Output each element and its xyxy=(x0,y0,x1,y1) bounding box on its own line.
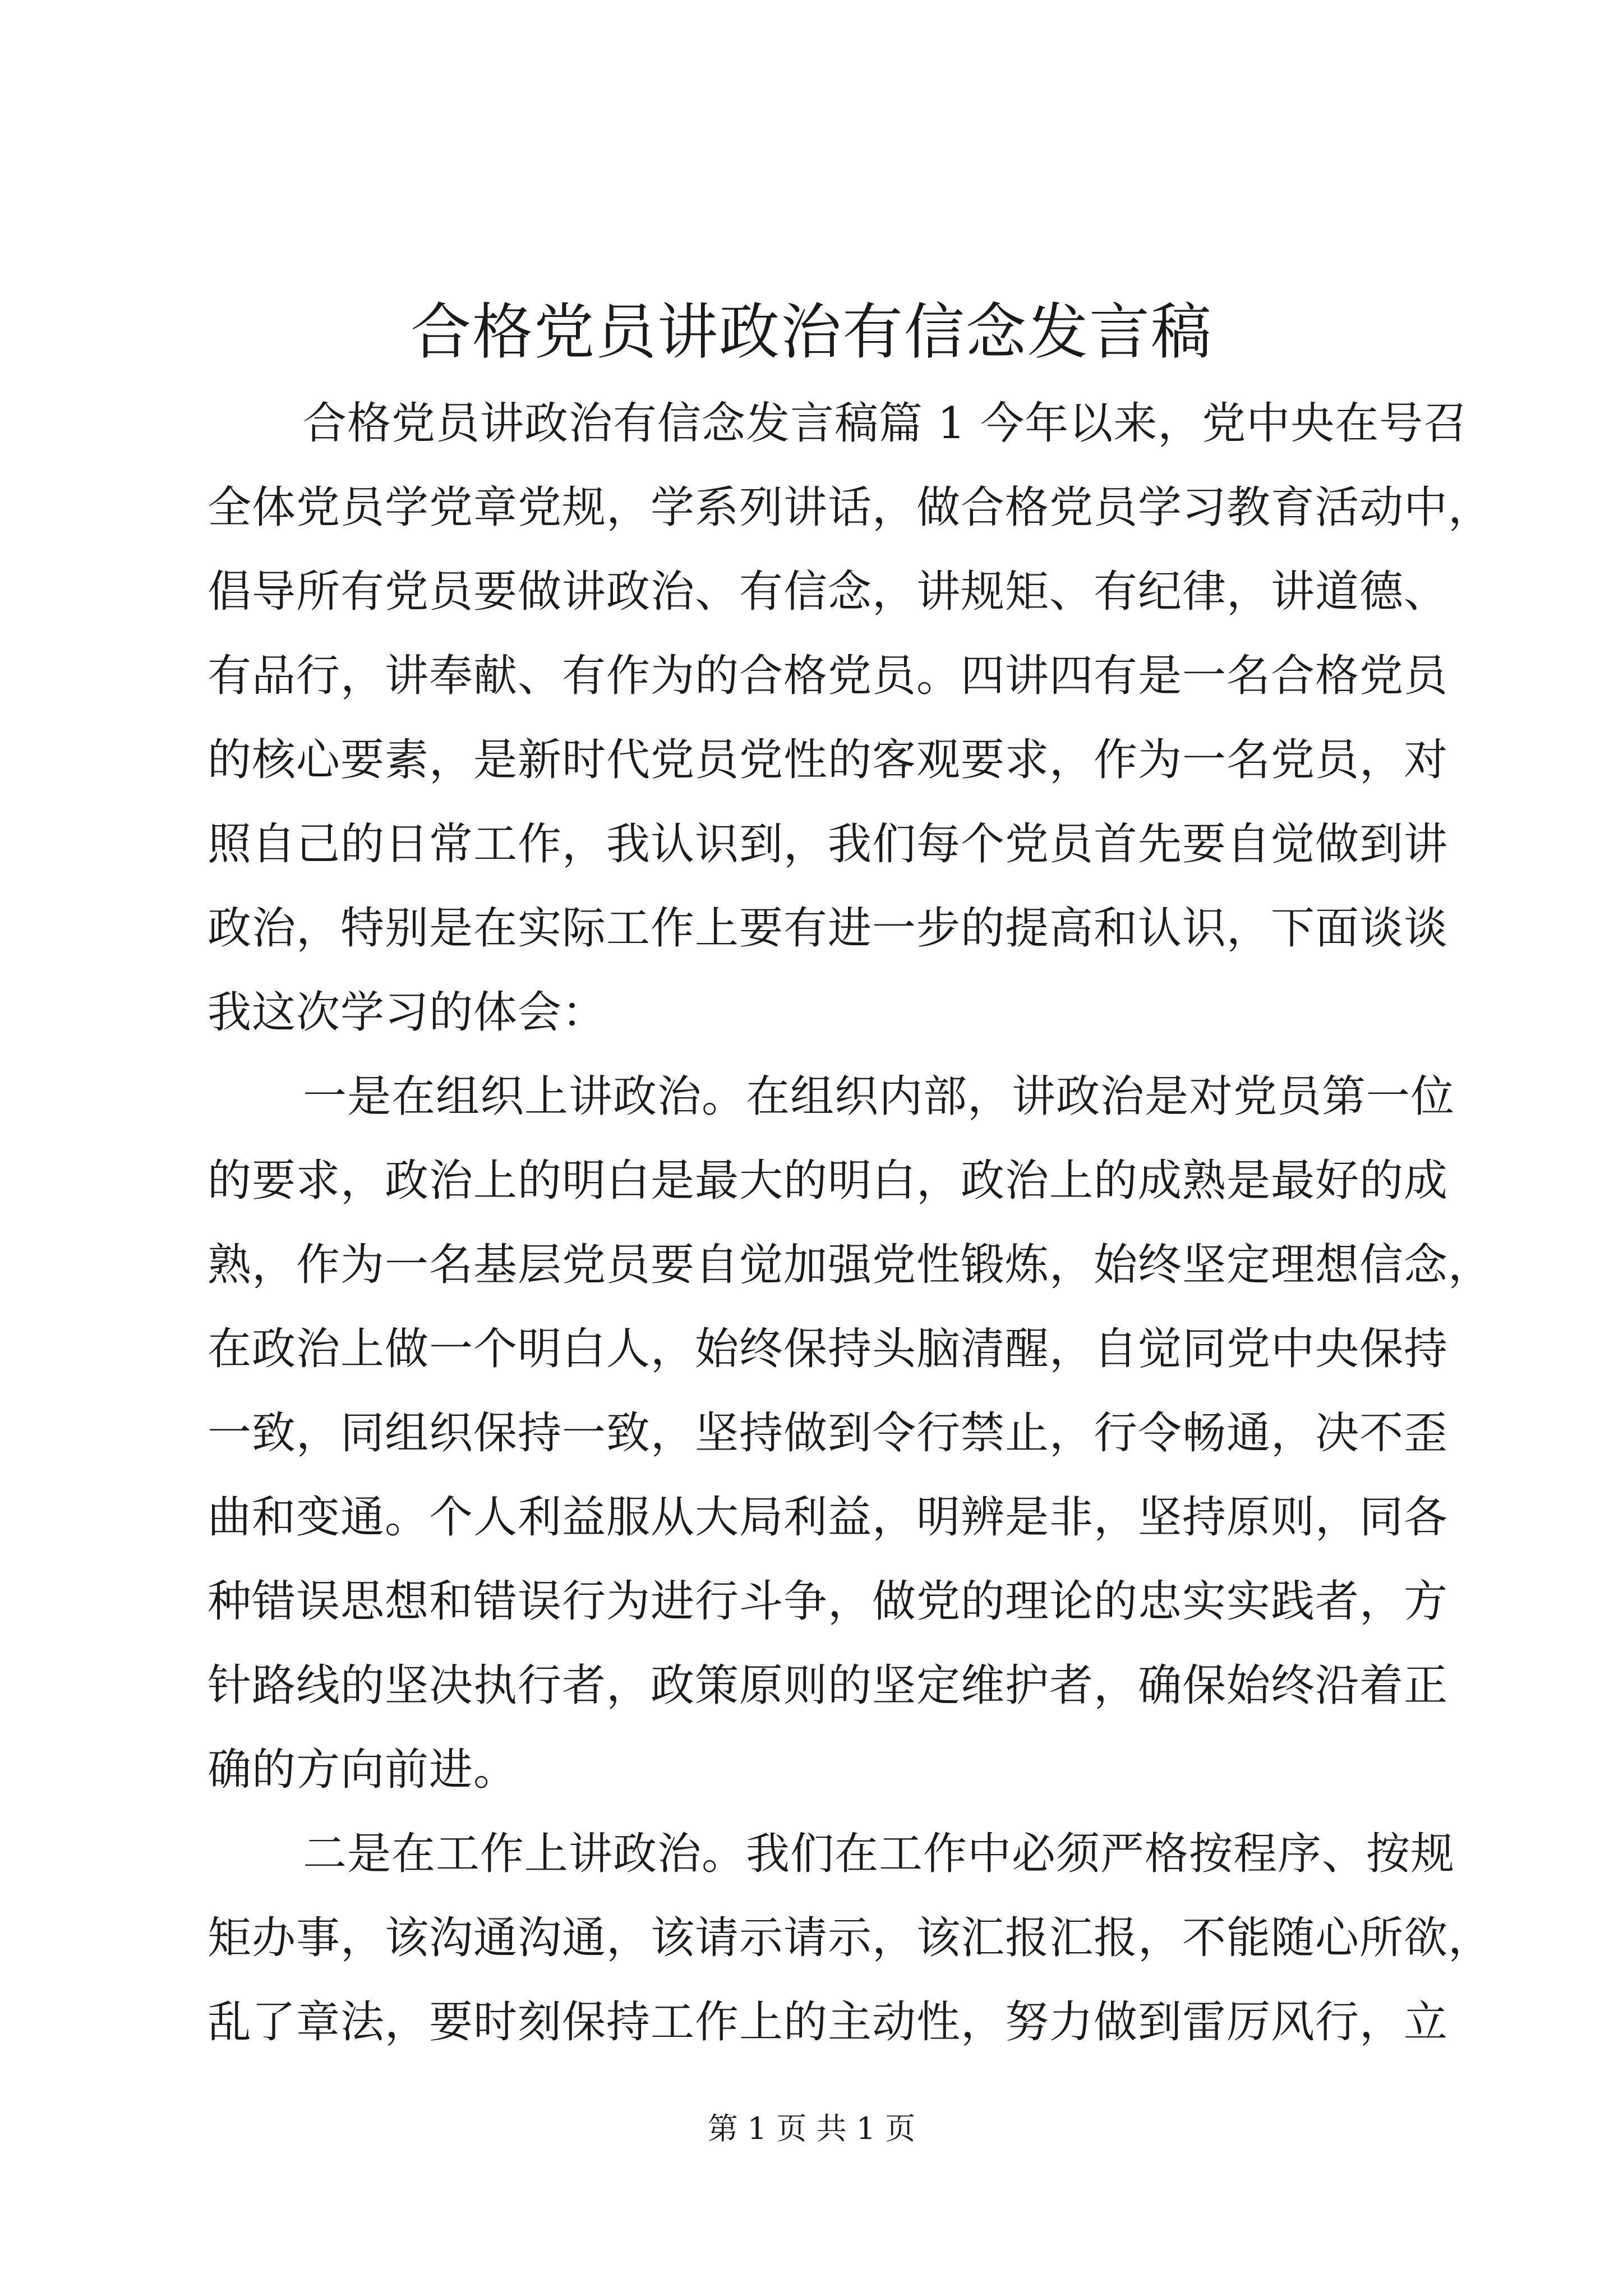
text-line: 曲和变通。个人利益服从大局利益，明辨是非，坚持原则，同各 xyxy=(208,1492,1449,1543)
text-line: 一致，同组织保持一致，坚持做到令行禁止，行令畅通，决不歪 xyxy=(208,1408,1449,1458)
text-line: 确的方向前进。 xyxy=(208,1745,518,1795)
text-line: 在政治上做一个明白人，始终保持头脑清醒，自觉同党中央保持 xyxy=(208,1324,1449,1374)
text-line: 熟，作为一名基层党员要自觉加强党性锻炼，始终坚定理想信念， xyxy=(208,1240,1493,1290)
document-title: 合格党员讲政治有信念发言稿 xyxy=(410,297,1212,367)
text-line: 政治，特别是在实际工作上要有进一步的提高和认识，下面谈谈 xyxy=(208,903,1449,954)
text-line: 针路线的坚决执行者，政策原则的坚定维护者，确保始终沿着正 xyxy=(208,1660,1449,1711)
text-line: 照自己的日常工作，我认识到，我们每个党员首先要自觉做到讲 xyxy=(208,819,1449,869)
text-line: 倡导所有党员要做讲政治、有信念，讲规矩、有纪律，讲道德、 xyxy=(208,567,1449,617)
page-footer: 第 1 页 共 1 页 xyxy=(707,2111,916,2146)
text-line: 的要求，政治上的明白是最大的明白，政治上的成熟是最好的成 xyxy=(208,1156,1449,1206)
text-line: 二是在工作上讲政治。我们在工作中必须严格按程序、按规 xyxy=(303,1829,1455,1879)
text-line: 种错误思想和错误行为进行斗争，做党的理论的忠实实践者，方 xyxy=(208,1576,1449,1627)
text-line: 有品行，讲奉献、有作为的合格党员。四讲四有是一名合格党员 xyxy=(208,651,1449,701)
text-line: 一是在组织上讲政治。在组织内部，讲政治是对党员第一位 xyxy=(303,1071,1455,1122)
text-line: 我这次学习的体会： xyxy=(208,987,607,1038)
text-line: 矩办事，该沟通沟通，该请示请示，该汇报汇报，不能随心所欲， xyxy=(208,1913,1493,1963)
text-line: 的核心要素，是新时代党员党性的客观要求，作为一名党员，对 xyxy=(208,735,1449,785)
text-line: 全体党员学党章党规，学系列讲话，做合格党员学习教育活动中， xyxy=(208,482,1493,533)
text-line: 乱了章法，要时刻保持工作上的主动性，努力做到雷厉风行，立 xyxy=(208,1997,1449,2047)
text-line: 合格党员讲政治有信念发言稿篇 1 今年以来，党中央在号召 xyxy=(303,398,1468,449)
document-body xyxy=(208,381,1493,2064)
